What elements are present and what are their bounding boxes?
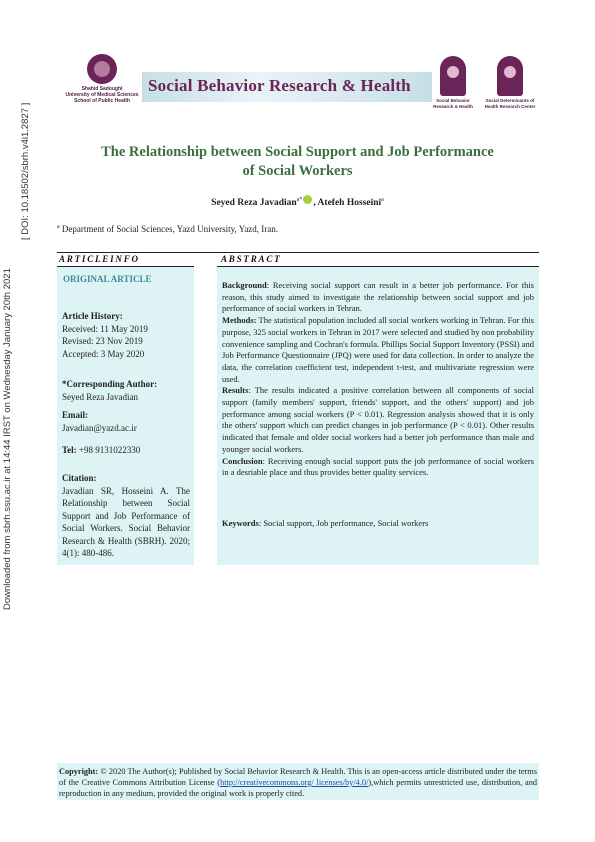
- abstract-conclusion: Conclusion: Receiving enough social support puts the job performance of social workers in a desriable place and thus provides better quality services.: [222, 455, 534, 478]
- university-seal-icon: [87, 54, 117, 84]
- orcid-icon[interactable]: [303, 195, 312, 204]
- email-link[interactable]: Javadian@yazd.ac.ir: [62, 422, 137, 433]
- abstract-methods: Methods: The statistical population included all social workers working in Tehran. For this purpose, 325 social workers in Tehran in 2017 were selected and studied by non probability convenience sampling and Cochran's formula. Phillips Social Support Inventory (PSSI) and Job Performance Questionnaire (JPQ) were used for data collection. In order to analyze the data, the correlation coefficient test, independent t-test, and multivariate regression were used.: [222, 315, 534, 384]
- affiliation: $^a$ Department of Social Sciences, Yazd University, Yazd, Iran.: [57, 224, 279, 234]
- keywords: Keywords: Social support, Job performance, Social workers: [222, 518, 429, 528]
- doi-notice: [ DOI: 10.18502/sbrh.v4i1.2827 ]: [20, 102, 31, 240]
- corresponding-author: *Corresponding Author: Seyed Reza Javadian: [62, 379, 158, 402]
- abstract-text: [222, 280, 534, 479]
- journal-name: Social Behavior Research & Health: [148, 76, 411, 95]
- author-javadian: Seyed Reza Javadian: [211, 198, 297, 208]
- download-notice: Downloaded from sbrh.ssu.ac.ir at 14:44 IRST on Wednesday January 20th 2021: [2, 268, 13, 610]
- author-hosseini: , Atefeh Hosseini: [313, 198, 382, 208]
- abstract-results: Results: The results indicated a positive correlation between all components of social support (family members' support, friends' support, and the others' support) and job performance among social workers (P < 0.01). Regression analysis showed that it is only the others' support which can predict changes in job performance (P < 0.01). Other results indicated that female and older social workers had a better job performance than male and younger social workers.: [222, 385, 534, 454]
- article-type: ORIGINAL ARTICLE: [63, 274, 152, 284]
- citation-block: Citation: Javadian SR, Hosseini A. The Relationship between Social Support and Job Performance of Social Workers. Social Behavior Research & Health (SBRH). 2020; 4(1): 480-486.: [62, 473, 190, 558]
- university-logo: Shahid Sadoughi University of Medical Sciences School of Public Health: [62, 52, 142, 120]
- accepted-date: Accepted: 3 May 2020: [62, 348, 145, 359]
- abstract-background: Background: Receiving social support can result in a better job performance. For this reason, this study aimed to investigate the relationship between social support and job performance of social workers in Tehran.: [222, 280, 534, 314]
- article-title: The Relationship between Social Support and Job Performance of Social Workers: [101, 144, 494, 179]
- journal-name-band: [142, 72, 432, 102]
- author-line: Seyed Reza Javadian$^{a*}$ , Atefeh Hosseini$^a$: [211, 196, 384, 208]
- revised-date: Revised: 23 Nov 2019: [62, 336, 143, 346]
- article-info-heading: ARTICLEINFO: [59, 254, 140, 264]
- journal-logo: Social Behavior Research & Health: [427, 52, 479, 120]
- journal-emblem-icon: [440, 56, 466, 96]
- journal-banner: [57, 52, 539, 120]
- received-date: Received: 11 May 2019: [62, 323, 148, 334]
- email-block: Email: Javadian@yazd.ac.ir: [62, 409, 192, 434]
- article-history: Article History: Received: 11 May 2019 Revised: 23 Nov 2019 Accepted: 3 May 2020: [62, 310, 192, 360]
- abstract-heading: ABSTRACT: [221, 254, 282, 264]
- research-center-logo: Social Determinants of Health Research Center: [479, 52, 541, 120]
- copyright-notice: Copyright: © 2020 The Author(s); Published by Social Behavior Research & Health. This is an open-access article distributed under the terms of the Creative Commons Attribution License (http://creativecommons.org/ licenses/by/4.0/),which permits unrestricted use, distribution, and reproduction in any medium, provided the original work is properly cited.: [57, 763, 539, 800]
- top-rule: [57, 252, 539, 253]
- research-center-emblem-icon: [497, 56, 523, 96]
- license-link[interactable]: http://creativecommons.org/ licenses/by/4.0/: [220, 778, 369, 787]
- tel-block: Tel: +98 9131022330: [62, 445, 141, 455]
